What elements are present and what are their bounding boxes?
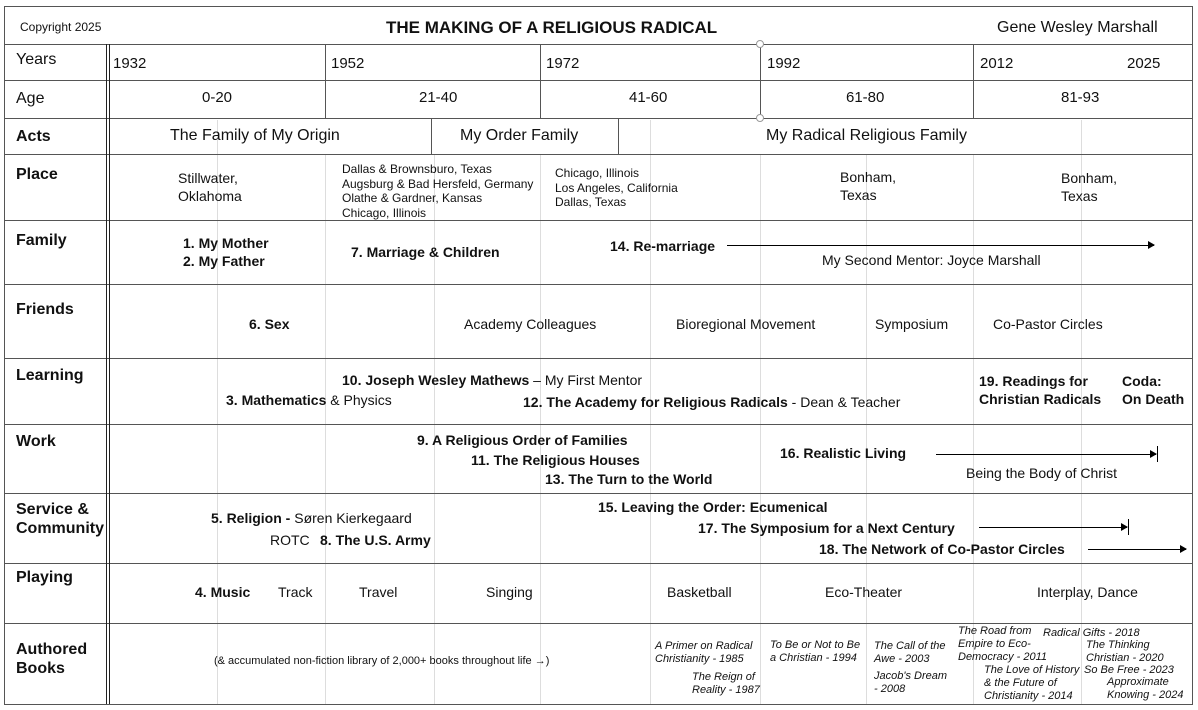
place-2: Chicago, Illinois [342, 205, 427, 220]
year-label: 1972 [546, 55, 580, 72]
family-marriage: 7. Marriage & Children [351, 244, 500, 260]
age-range: 21-40 [419, 89, 458, 106]
work-realistic: 16. Realistic Living [780, 445, 907, 461]
place-5: Bonham, [1061, 170, 1118, 186]
service-network: 18. The Network of Co-Pastor Circles [819, 541, 1065, 557]
place-1: Stillwater, [178, 170, 238, 186]
arrow-right-icon [936, 454, 1156, 455]
grid-line [650, 120, 651, 704]
learning-math-note: & Physics [326, 392, 392, 408]
book-history: The Love of History [984, 664, 1080, 676]
book-empire: Empire to Eco- [958, 638, 1031, 650]
learning-mathews-title: 10. Joseph Wesley Mathews [342, 372, 530, 388]
work-houses: 11. The Religious Houses [471, 452, 640, 468]
service-religion-note: Søren Kierkegaard [290, 510, 412, 526]
resize-handle [756, 114, 764, 122]
label-family: Family [16, 232, 67, 249]
family-mother: 1. My Mother [183, 235, 269, 251]
act-radical: My Radical Religious Family [766, 127, 967, 144]
copyright: Copyright 2025 [20, 20, 102, 34]
place-1: Oklahoma [178, 188, 242, 204]
row-divider [4, 118, 1192, 119]
label-service: Service & [16, 501, 89, 518]
label-acts: Acts [16, 128, 51, 145]
label-authored: Authored [16, 641, 88, 658]
label-friends: Friends [16, 301, 74, 318]
book-thinking: Christian - 2020 [1086, 652, 1164, 664]
label-divider [106, 44, 107, 704]
place-2: Olathe & Gardner, Kansas [342, 191, 483, 205]
place-4: Texas [840, 187, 877, 203]
place-5: Texas [1061, 188, 1098, 204]
play-track: Track [278, 584, 313, 600]
age-range: 0-20 [202, 89, 233, 106]
age-range: 41-60 [629, 89, 668, 106]
play-singing: Singing [486, 584, 533, 600]
book-jacob: Jacob's Dream [874, 670, 948, 682]
book-empire: Democracy - 2011 [958, 651, 1048, 663]
row-divider [4, 44, 1192, 45]
row-divider [4, 220, 1192, 221]
place-2: Dallas & Brownsburo, Texas [342, 162, 492, 176]
learning-math [226, 392, 392, 408]
play-basketball: Basketball [667, 584, 732, 600]
family-remarriage: 14. Re-marriage [610, 238, 716, 254]
frame-top [4, 6, 1192, 7]
arrow-right-icon [727, 245, 1154, 246]
learning-readings: 19. Readings for [979, 373, 1088, 389]
service-religion [211, 510, 412, 526]
row-divider [4, 623, 1192, 624]
learning-academy-note: - Dean & Teacher [787, 394, 901, 410]
era-divider [973, 44, 974, 118]
frame-bottom [4, 704, 1192, 705]
learning-readings: Christian Radicals [979, 391, 1102, 407]
family-father: 2. My Father [183, 253, 265, 269]
learning-academy-title: 12. The Academy for Religious Radicals [523, 394, 788, 410]
service-religion-title: 5. Religion - [211, 510, 291, 526]
row-divider [4, 80, 1192, 81]
arrow-end-marker [1128, 519, 1129, 535]
family-mentor: My Second Mentor: Joyce Marshall [822, 252, 1041, 268]
grid-line [1081, 120, 1082, 704]
act-origin: The Family of My Origin [170, 127, 340, 144]
year-label: 1932 [113, 55, 147, 72]
label-place: Place [16, 166, 58, 183]
grid-line [973, 155, 974, 704]
label-playing: Playing [16, 569, 73, 586]
play-music: 4. Music [195, 584, 251, 600]
play-ecotheater: Eco-Theater [825, 584, 903, 600]
book-empire: The Road from [958, 625, 1032, 637]
place-4: Bonham, [840, 169, 897, 185]
place-3: Dallas, Texas [555, 195, 627, 209]
grid-line [325, 155, 326, 704]
grid-line [434, 155, 435, 704]
row-divider [4, 284, 1192, 285]
book-primer: Christianity - 1985 [655, 653, 744, 665]
work-turn: 13. The Turn to the World [545, 471, 713, 487]
grid-line [760, 155, 761, 704]
grid-line [866, 155, 867, 704]
work-order: 9. A Religious Order of Families [417, 432, 628, 448]
row-divider [4, 424, 1192, 425]
book-knowing: Knowing - 2024 [1107, 689, 1184, 701]
place-3: Chicago, Illinois [555, 166, 640, 180]
book-call: Awe - 2003 [874, 653, 930, 665]
book-gifts: Radical Gifts - 2018 [1043, 627, 1140, 639]
label-work: Work [16, 433, 56, 450]
row-divider [4, 154, 1192, 155]
resize-handle [756, 40, 764, 48]
play-travel: Travel [359, 584, 398, 600]
row-divider [4, 358, 1192, 359]
work-body: Being the Body of Christ [966, 465, 1117, 481]
book-jacob: - 2008 [874, 683, 906, 695]
label-age: Age [16, 90, 45, 107]
label-community: Community [16, 520, 104, 537]
book-thinking: The Thinking [1086, 639, 1150, 651]
book-knowing: Approximate [1107, 676, 1169, 688]
era-divider [760, 44, 761, 118]
year-label: 2025 [1127, 55, 1161, 72]
friends-copastor: Co-Pastor Circles [993, 316, 1103, 332]
label-years: Years [16, 51, 57, 68]
era-divider [540, 44, 541, 118]
book-reign: The Reign of [692, 671, 755, 683]
learning-academy [523, 394, 900, 410]
service-leaving: 15. Leaving the Order: Ecumenical [598, 499, 828, 515]
friends-sex: 6. Sex [249, 316, 290, 332]
service-army: 8. The U.S. Army [320, 532, 431, 548]
learning-mathews [342, 372, 642, 388]
arrow-end-marker [1157, 446, 1158, 462]
acts-divider [618, 118, 619, 154]
service-symposium: 17. The Symposium for a Next Century [698, 520, 955, 536]
grid-line [540, 155, 541, 704]
label-books: Books [16, 660, 65, 677]
place-3: Los Angeles, California [555, 180, 678, 195]
year-label: 1992 [767, 55, 801, 72]
place-2: Augsburg & Bad Hersfeld, Germany [342, 176, 534, 191]
era-divider [325, 44, 326, 118]
books-library: (& accumulated non-fiction library of 2,000+ books throughout life →) [214, 655, 550, 667]
friends-bioregional: Bioregional Movement [676, 316, 816, 332]
book-primer: A Primer on Radical [655, 640, 753, 652]
act-order: My Order Family [460, 127, 579, 144]
frame-right [1192, 6, 1193, 705]
label-learning: Learning [16, 367, 84, 384]
play-interplay: Interplay, Dance [1037, 584, 1138, 600]
label-divider [109, 44, 110, 704]
book-tobe: a Christian - 1994 [770, 652, 857, 664]
arrow-right-icon [979, 527, 1127, 528]
book-sobefree: So Be Free - 2023 [1084, 664, 1174, 676]
service-rotc: ROTC [270, 532, 310, 548]
row-divider [4, 563, 1192, 564]
friends-symposium: Symposium [875, 316, 949, 332]
book-tobe: To Be or Not to Be [770, 639, 861, 651]
learning-coda: Coda: [1122, 373, 1162, 389]
age-range: 81-93 [1061, 89, 1100, 106]
book-call: The Call of the [874, 640, 946, 652]
book-history: & the Future of [984, 677, 1057, 689]
acts-divider [431, 118, 432, 154]
frame-left [4, 6, 5, 705]
page-title: THE MAKING OF A RELIGIOUS RADICAL [386, 18, 718, 37]
grid-line [217, 120, 218, 704]
learning-math-title: 3. Mathematics [226, 392, 327, 408]
book-reign: Reality - 1987 [692, 684, 760, 696]
friends-academy: Academy Colleagues [464, 316, 597, 332]
learning-mathews-note: – My First Mentor [529, 372, 643, 388]
author: Gene Wesley Marshall [997, 19, 1158, 36]
year-label: 1952 [331, 55, 365, 72]
row-divider [4, 493, 1192, 494]
year-label: 2012 [980, 55, 1014, 72]
book-history: Christianity - 2014 [984, 690, 1073, 702]
arrow-right-icon [1088, 549, 1186, 550]
learning-coda: On Death [1122, 391, 1185, 407]
age-range: 61-80 [846, 89, 885, 106]
